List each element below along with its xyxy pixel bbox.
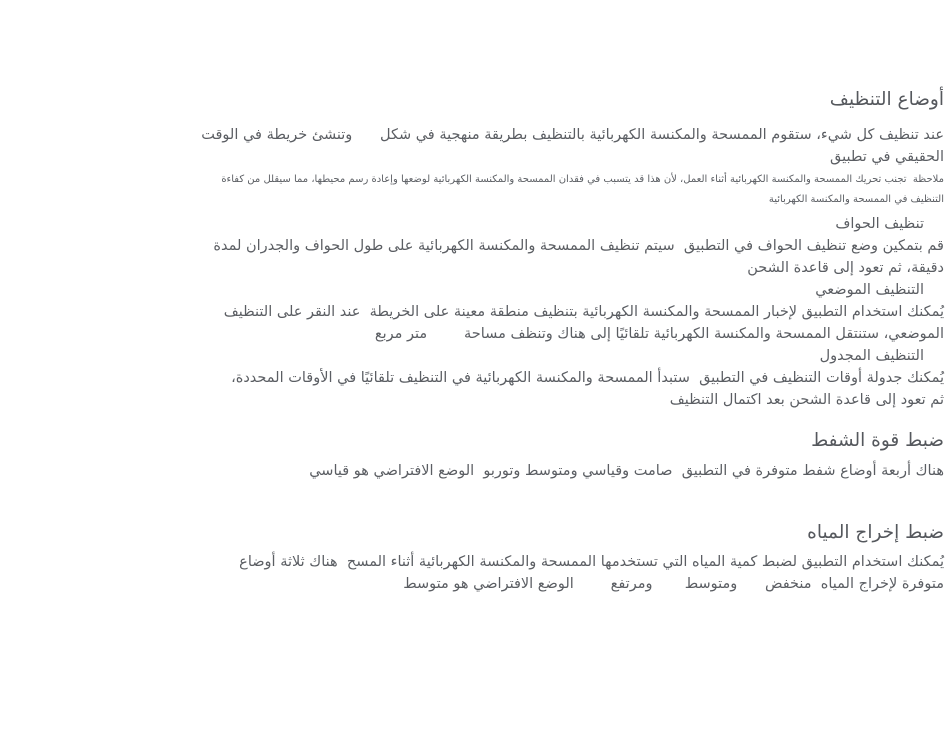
cleaning-modes-intro-line-2: الحقيقي في تطبيق xyxy=(830,149,944,165)
scheduled-cleaning-line-2: ثم تعود إلى قاعدة الشحن بعد اكتمال التنظيف xyxy=(669,392,944,408)
section-title-water-output: ضبط إخراج المياه xyxy=(807,522,944,543)
subsection-title-scheduled-cleaning: التنظيف المجدول xyxy=(819,348,924,364)
subsection-title-edge-cleaning: تنظيف الحواف xyxy=(835,216,924,232)
scheduled-cleaning-line-1: يُمكنك جدولة أوقات التنظيف في التطبيق ستبدأ الممسحة والمكنسة الكهربائية في التنظيف تلقائيًا في الأوقات المحددة، xyxy=(231,370,944,386)
cleaning-modes-intro-line-1: عند تنظيف كل شيء، ستقوم الممسحة والمكنسة الكهربائية بالتنظيف بطريقة منهجية في شكل وتنشئ خريطة في الوقت xyxy=(201,127,944,143)
cleaning-modes-note-line-2: التنظيف في الممسحة والمكنسة الكهربائية xyxy=(768,194,944,205)
subsection-title-spot-cleaning: التنظيف الموضعي xyxy=(815,282,924,298)
section-title-suction-power: ضبط قوة الشفط xyxy=(811,430,944,451)
spot-cleaning-line-1: يُمكنك استخدام التطبيق لإخبار الممسحة والمكنسة الكهربائية بتنظيف منطقة معينة على الخريطة عند النقر على التنظيف xyxy=(223,304,944,320)
water-output-line-2: متوفرة لإخراج المياه منخفض ومتوسط ومرتفع الوضع الافتراضي هو متوسط xyxy=(403,576,944,592)
suction-power-line-1: هناك أربعة أوضاع شفط متوفرة في التطبيق صامت وقياسي ومتوسط وتوربو الوضع الافتراضي هو قياسي xyxy=(309,463,944,479)
edge-cleaning-line-1: قم بتمكين وضع تنظيف الحواف في التطبيق سيتم تنظيف الممسحة والمكنسة الكهربائية على طول الحواف والجدران لمدة xyxy=(213,238,944,254)
water-output-line-1: يُمكنك استخدام التطبيق لضبط كمية المياه التي تستخدمها الممسحة والمكنسة الكهربائية أثناء المسح هناك ثلاثة أوضاع xyxy=(239,554,944,570)
section-title-cleaning-modes: أوضاع التنظيف xyxy=(829,89,944,110)
cleaning-modes-note-line-1: ملاحظة تجنب تحريك الممسحة والمكنسة الكهربائية أثناء العمل، لأن هذا قد يتسبب في فقدان الممسحة والمكنسة الكهربائية لوضعها وإعادة رسم محيطها، مما سيقلل من كفاءة xyxy=(221,174,944,185)
spot-cleaning-line-2: الموضعي، ستنتقل الممسحة والمكنسة الكهربائية تلقائيًا إلى هناك وتنظف مساحة متر مربع xyxy=(374,326,944,342)
manual-page xyxy=(0,88,950,746)
edge-cleaning-line-2: دقيقة، ثم تعود إلى قاعدة الشحن xyxy=(747,260,944,276)
